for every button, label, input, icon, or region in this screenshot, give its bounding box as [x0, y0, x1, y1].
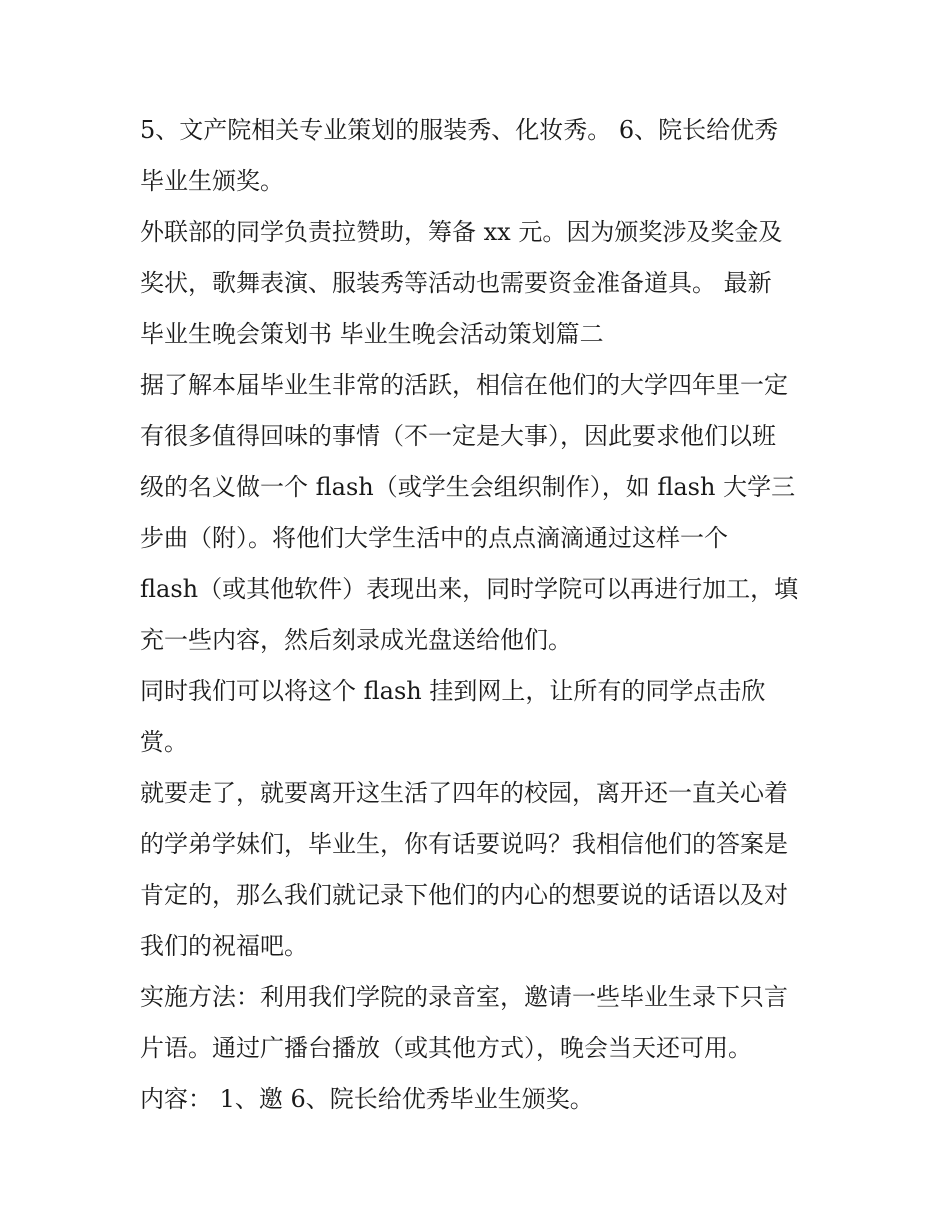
text-line: 步曲（附）。将他们大学生活中的点点滴滴通过这样一个 — [140, 524, 728, 552]
text-line: 的学弟学妹们，毕业生，你有话要说吗？我相信他们的答案是 — [140, 830, 788, 858]
text-line: flash（或其他软件）表现出来，同时学院可以再进行加工，填 — [140, 575, 799, 603]
text-line: 毕业生颁奖。 — [140, 167, 284, 195]
document-body — [140, 105, 820, 1125]
text-line: 级的名义做一个 flash（或学生会组织制作），如 flash 大学三 — [140, 473, 796, 501]
text-line: 内容： 1、邀 6、院长给优秀毕业生颁奖。 — [140, 1085, 594, 1113]
text-line: 充一些内容，然后刻录成光盘送给他们。 — [140, 626, 572, 654]
text-line: 有很多值得回味的事情（不一定是大事），因此要求他们以班 — [140, 422, 776, 450]
text-line: 据了解本届毕业生非常的活跃，相信在他们的大学四年里一定 — [140, 371, 788, 399]
text-line: 外联部的同学负责拉赞助，筹备 xx 元。因为颁奖涉及奖金及 — [140, 218, 783, 246]
text-line: 片语。通过广播台播放（或其他方式），晚会当天还可用。 — [140, 1034, 752, 1062]
text-line: 奖状，歌舞表演、服装秀等活动也需要资金准备道具。 最新 — [140, 269, 772, 297]
text-line: 我们的祝福吧。 — [140, 932, 308, 960]
text-line: 同时我们可以将这个 flash 挂到网上，让所有的同学点击欣 — [140, 677, 766, 705]
text-line: 实施方法：利用我们学院的录音室，邀请一些毕业生录下只言 — [140, 983, 788, 1011]
text-line: 就要走了，就要离开这生活了四年的校园，离开还一直关心着 — [140, 779, 788, 807]
text-line: 5、文产院相关专业策划的服装秀、化妆秀。 6、院长给优秀 — [140, 116, 779, 144]
text-line: 肯定的，那么我们就记录下他们的内心的想要说的话语以及对 — [140, 881, 788, 909]
text-line: 赏。 — [140, 728, 188, 756]
text-line: 毕业生晚会策划书 毕业生晚会活动策划篇二 — [140, 320, 604, 348]
